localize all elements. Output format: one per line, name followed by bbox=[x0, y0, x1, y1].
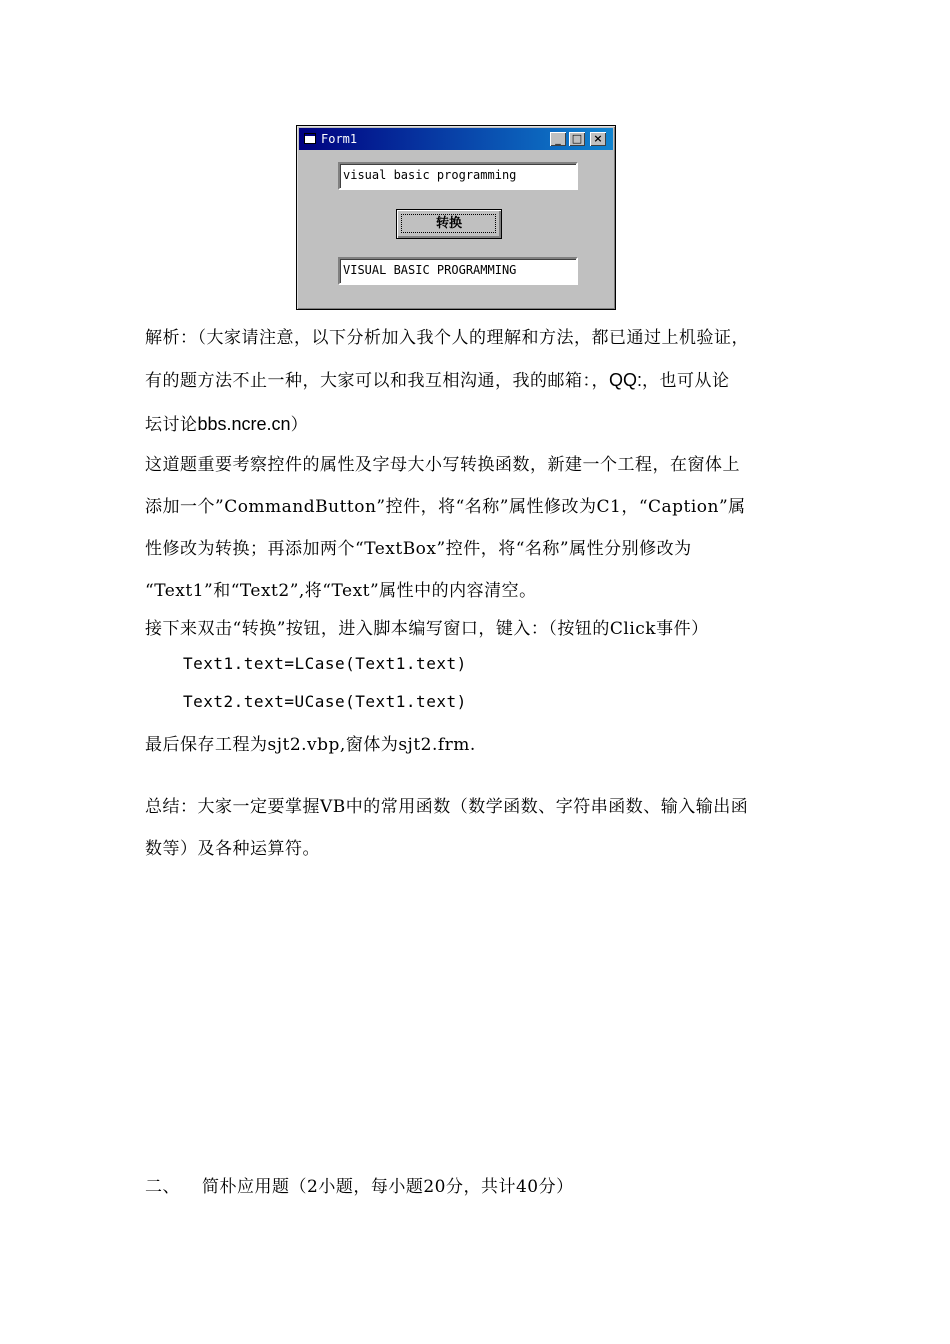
step-line: 接下来双击“转换”按钮，进入脚本编写窗口，键入：（按钮的Click事件） bbox=[145, 619, 709, 639]
analysis-line-2 bbox=[145, 366, 730, 391]
text1-textbox[interactable]: visual basic programming bbox=[338, 162, 578, 190]
analysis-line-2a: 有的题方法不止一种，大家可以和我互相沟通，我的邮箱：， bbox=[145, 371, 609, 391]
analysis-line-3 bbox=[145, 410, 308, 435]
maximize-icon[interactable]: □ bbox=[569, 132, 585, 146]
form-icon bbox=[304, 133, 316, 144]
analysis-line-2c: ，也可从论 bbox=[642, 371, 730, 391]
form-titlebar bbox=[299, 128, 613, 150]
section-number: 二、 bbox=[145, 1177, 180, 1197]
code-line-1: Text1.text=LCase(Text1.text) bbox=[183, 654, 467, 673]
vb-form-window bbox=[296, 125, 616, 310]
analysis-line-1: 解析：（大家请注意，以下分析加入我个人的理解和方法，都已通过上机验证， bbox=[145, 328, 749, 348]
forum-url: bbs.ncre.cn bbox=[197, 414, 291, 434]
convert-button-label: 转换 bbox=[435, 216, 462, 231]
summary-line-2: 数等）及各种运算符。 bbox=[145, 839, 320, 859]
form-title: Form1 bbox=[321, 132, 358, 146]
explain-line-2: 添加一个”CommandButton”控件，将“名称”属性修改为C1，“Caption”属 bbox=[145, 497, 746, 517]
explain-line-4: “Text1”和“Text2”,将“Text”属性中的内容清空。 bbox=[145, 581, 537, 601]
analysis-line-3a: 坛讨论 bbox=[145, 415, 198, 435]
summary-line-1: 总结：大家一定要掌握VB中的常用函数（数学函数、字符串函数、输入输出函 bbox=[145, 797, 749, 817]
explain-line-3: 性修改为转换；再添加两个“TextBox”控件，将“名称”属性分别修改为 bbox=[145, 539, 692, 559]
focus-rect bbox=[401, 214, 496, 233]
save-line: 最后保存工程为sjt2.vbp,窗体为sjt2.frm. bbox=[145, 735, 476, 755]
section-heading: 简朴应用题（2小题，每小题20分，共计40分） bbox=[202, 1177, 574, 1197]
analysis-line-3c: ） bbox=[290, 415, 309, 435]
code-line-2: Text2.text=UCase(Text1.text) bbox=[183, 692, 467, 711]
minimize-icon[interactable]: _ bbox=[550, 132, 566, 146]
convert-button[interactable] bbox=[396, 209, 502, 239]
explain-line-1: 这道题重要考察控件的属性及字母大小写转换函数，新建一个工程，在窗体上 bbox=[145, 455, 740, 475]
close-icon[interactable]: × bbox=[590, 132, 606, 146]
qq-label: QQ: bbox=[609, 370, 643, 390]
text2-textbox[interactable]: VISUAL BASIC PROGRAMMING bbox=[338, 257, 578, 285]
